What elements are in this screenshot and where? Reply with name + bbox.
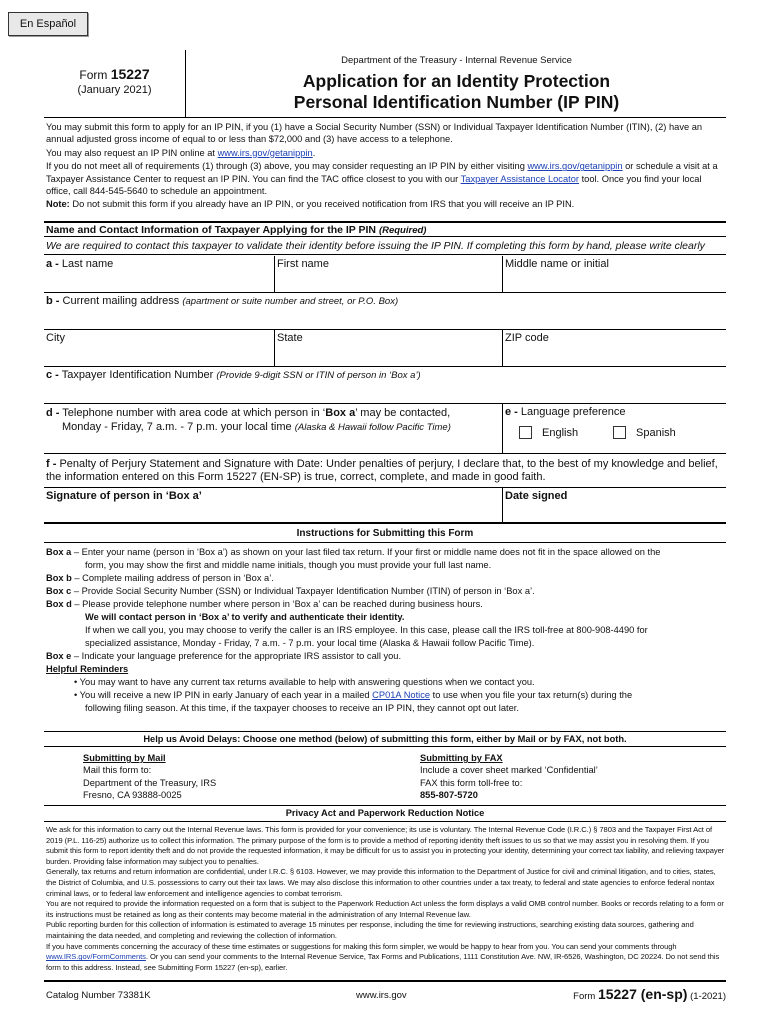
row-city: [44, 330, 726, 367]
form-date: (January 2021): [77, 84, 152, 96]
intro-text: [46, 121, 726, 212]
section-note: We are required to contact this taxpayer to validate their identity before issuing the IP PIN. If completing this form by hand, please write clearly: [44, 238, 726, 255]
instructions-text: Box a – Enter your name (person in ‘Box a’) as shown on your last filed tax return. If your first or middle name does not fit in the space allowed on the form, you may show the first and middle name initials, though you must provide your full last name. Box b – Complete mailing address of person in ‘Box a’. Box c – Provide Social Security Number (SSN) or Individual Taxpayer Identification Number (ITIN) of person in ‘Box a’. Box d – Please provide telephone number where person in ‘Box a’ can be reached during business hours. We will contact person in ‘Box a’ to verify and authenticate their identity. If when we call you, you may choose to verify the caller is an IRS employee. In this case, please call the IRS toll-free at 800-908-4490 for specialized assistance, Monday - Friday, 7 a.m. - 7 p.m. your local time (Alaska & Hawaii follow Pacific Time). Box e – Indicate your language preference for the appropriate IRS assistor to call you. Helpful Reminders • You may want to have any current tax returns available to help with answering questions when we contact you. • You will receive a new IP PIN in early January of each year in a mailed CP01A Notice to use when you file your tax return(s) during the following filing season. At this time, if the taxpayer chooses to receive an IP PIN, they cannot opt out later.: [46, 546, 726, 715]
middle-name-field[interactable]: Middle name or initial: [502, 256, 726, 292]
irs-website: www.irs.gov: [356, 990, 407, 1001]
form-header: [44, 50, 726, 118]
submit-by-fax: Submitting by FAX Include a cover sheet marked ‘Confidential’ FAX this form toll-free to: 855-807-5720: [420, 753, 598, 801]
footer-form-id: Form 15227 (en-sp) (1-2021): [573, 986, 726, 1002]
language-preference: e - Language preference English Spanish: [502, 404, 726, 453]
getanippin-link-2[interactable]: www.irs.gov/getanippin: [527, 161, 623, 172]
row-name: [44, 256, 726, 293]
date-signed-field[interactable]: Date signed: [502, 488, 726, 522]
signature-field[interactable]: Signature of person in ‘Box a’: [46, 490, 202, 502]
tac-locator-link[interactable]: Taxpayer Assistance Locator: [460, 173, 579, 184]
privacy-title: Privacy Act and Paperwork Reduction Notice: [44, 805, 726, 822]
zip-field[interactable]: ZIP code: [502, 330, 726, 366]
form-comments-link[interactable]: www.IRS.gov/FormComments: [46, 952, 146, 962]
form-label: Form: [79, 68, 108, 82]
getanippin-link[interactable]: www.irs.gov/getanippin: [217, 147, 313, 158]
section-title: Name and Contact Information of Taxpayer Applying for the IP PIN (Required): [44, 221, 726, 237]
avoid-delays: Help us Avoid Delays: Choose one method (below) of submitting this form, either by Mail or by FAX, not both.: [44, 731, 726, 747]
spanish-checkbox[interactable]: [613, 426, 626, 439]
instructions-title: Instructions for Submitting this Form: [44, 526, 726, 543]
catalog-number: Catalog Number 73381K: [46, 990, 151, 1001]
intro-p3: If you do not meet all of requirements (1) through (3) above, you may consider requesting an IP PIN by either visiting www.irs.gov/getanippin or schedule a visit at a Taxpayer Assistance Center to request an IP PIN. You can find the TAC office closest to you with our Taxpayer Assistance Locator tool. Once you find your local office, call 844-545-5640 to schedule an appointment.: [46, 161, 718, 197]
privacy-text: We ask for this information to carry out the Internal Revenue laws. This form is provided for your convenience; its use is voluntary. The Internal Revenue Code (I.R.C.) § 7803 and the Taxpayer First Act of 2019 (P.L. 116-25) authorize us to collect this information. The primary purpose of the form is to provide a method of reporting identity theft issues to us so that we may assist you in resolving them. If you submit this form to report identity theft and do not provide the requested information, it may be difficult for us to assist you in protecting your identity, determining your correct tax liability, and relieving taxpayer burden. Providing false information may subject you to penalties. Generally, tax returns and return information are confidential, under I.R.C. § 6103. However, we may provide this information to the Department of Justice for civil and criminal litigation, and to cities, states, the District of Columbia, and U.S. possessions to carry out their tax laws. We may also disclose this information to other countries under a tax treaty, to federal and state agencies to enforce federal nontax criminal laws, or to federal law enforcement and intelligence agencies to combat terrorism. You are not required to provide the information requested on a form that is subject to the Paperwork Reduction Act unless the form displays a valid OMB control number. Books or records relating to a form or its instructions must be retained as long as their contents may become material in the administration of any Internal Revenue law. Public reporting burden for this collection of information is estimated to average 15 minutes per response, including the time for reviewing instructions, searching existing data sources, gathering and maintaining the data needed, and completing and reviewing the collection of information. If you have comments concerning the accuracy of these time estimates or suggestions for making this form simpler, we would be happy to hear from you. You can send your comments through www.IRS.gov/FormComments. Or you can send your comments to the Internal Revenue Service, Tax Forms and Publications, 1111 Constitution Ave. NW, IR-6526, Washington, DC 20224. Do not send this form to this address. Instead, see Submitting Form 15227 (en-sp), earlier.: [46, 825, 725, 972]
last-name-field[interactable]: a - Last name: [46, 258, 114, 270]
english-option[interactable]: English: [519, 426, 578, 439]
submit-by-mail: Submitting by Mail Mail this form to: Department of the Treasury, IRS Fresno, CA 93888-0025: [83, 753, 217, 801]
spanish-version-button[interactable]: En Español: [8, 12, 88, 36]
footer: [44, 980, 726, 1006]
form-number: 15227: [110, 66, 150, 82]
tin-field[interactable]: c - Taxpayer Identification Number (Provide 9-digit SSN or ITIN of person in ‘Box a’): [46, 369, 421, 381]
department: Department of the Treasury - Internal Revenue Service: [341, 55, 572, 66]
intro-note: Note: Do not submit this form if you already have an IP PIN, or you received notification from IRS that you will receive an IP PIN.: [46, 199, 575, 210]
mailing-address-field[interactable]: b - Current mailing address (apartment or suite number and street, or P.O. Box): [46, 295, 399, 307]
row-address: [44, 293, 726, 330]
row-tin: [44, 367, 726, 404]
spanish-option[interactable]: Spanish: [613, 426, 676, 439]
title-box: [187, 50, 726, 118]
form-page: [44, 0, 726, 1024]
english-checkbox[interactable]: [519, 426, 532, 439]
state-field[interactable]: State: [274, 330, 502, 366]
first-name-field[interactable]: First name: [274, 256, 502, 292]
phone-field[interactable]: d - Telephone number with area code at which person in ‘Box a’ may be contacted, Monday - Friday, 7 a.m. - 7 p.m. your local time (Alaska & Hawaii follow Pacific Time): [46, 407, 451, 433]
intro-p2: You may also request an IP PIN online at www.irs.gov/getanippin.: [46, 147, 316, 158]
helpful-reminders-title: Helpful Reminders: [46, 664, 129, 674]
intro-p1: You may submit this form to apply for an IP PIN, if you (1) have a Social Security Number (SSN) or Individual Taxpayer Identification Number (ITIN), (2) have an annual adjusted gross income of equal to or less than $72,000 and (3) have access to a telephone.: [46, 122, 703, 145]
form-title: Application for an Identity Protection Personal Identification Number (IP PIN): [293, 71, 620, 112]
cp01a-notice-link[interactable]: CP01A Notice: [372, 690, 431, 700]
city-field[interactable]: City: [46, 332, 65, 344]
form-id-box: [44, 50, 186, 118]
row-signature: [44, 488, 726, 524]
row-perjury: [44, 454, 726, 488]
perjury-statement: f - Penalty of Perjury Statement and Signature with Date: Under penalties of perjury, I declare that, to the best of my knowledge and belief, the information entered on this Form 15227 (EN-SP) is true, correct, complete, and made in good faith.: [46, 458, 718, 483]
row-phone-language: [44, 404, 726, 454]
